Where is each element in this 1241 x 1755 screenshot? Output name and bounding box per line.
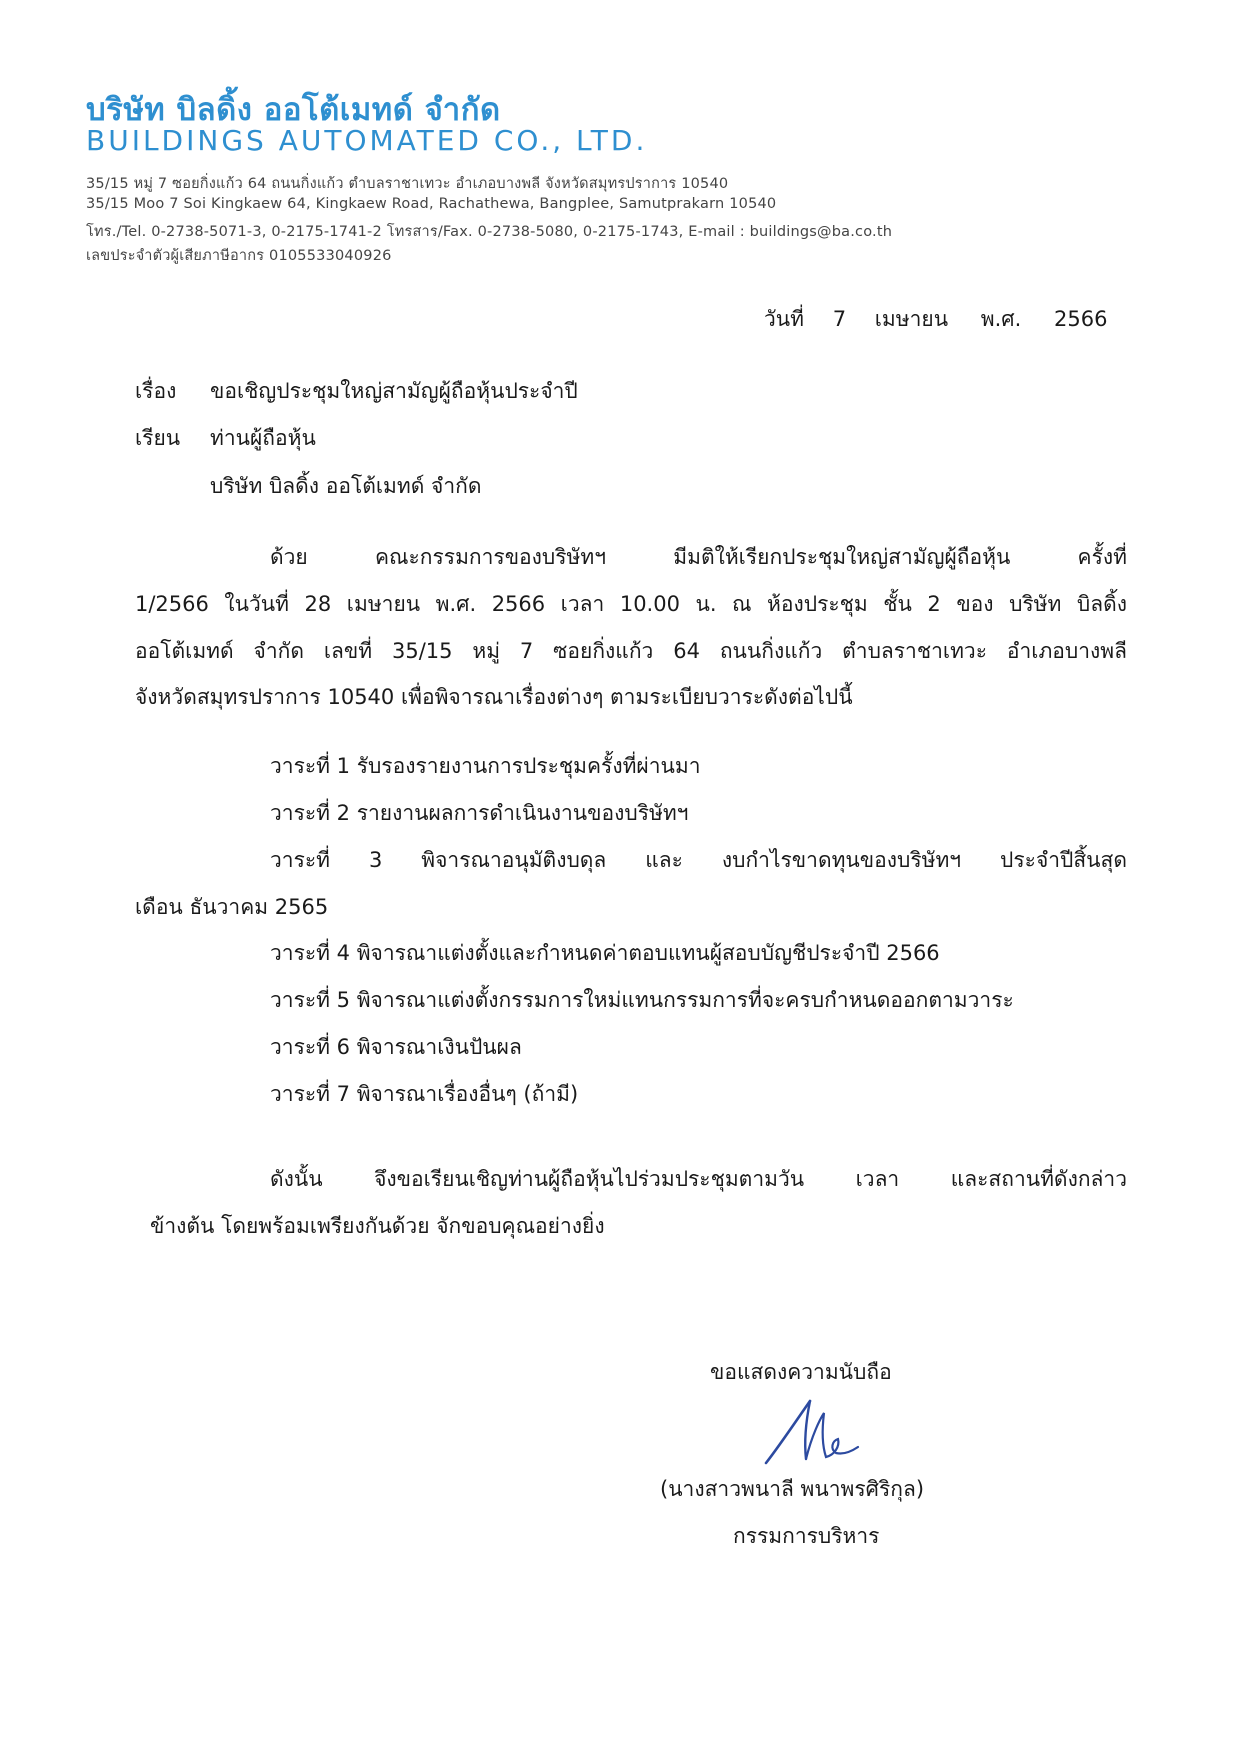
closing-line-1: ดังนั้น จึงขอเรียนเชิญท่านผู้ถือหุ้นไปร่วมประชุมตามวัน เวลา และสถานที่ดังกล่าว [270, 1167, 1127, 1191]
regards-text: ขอแสดงความนับถือ [710, 1360, 892, 1384]
to-recipient: ท่านผู้ถือหุ้น [210, 426, 316, 450]
date-era: พ.ศ. [980, 307, 1022, 331]
body-line-4: จังหวัดสมุทรปราการ 10540 เพื่อพิจารณาเรื่องต่างๆ ตามระเบียบวาระดังต่อไปนี้ [135, 685, 853, 709]
body-line-1: ด้วย คณะกรรมการของบริษัทฯ มีมติให้เรียกประชุมใหญ่สามัญผู้ถือหุ้น ครั้งที่ [270, 545, 1127, 569]
agenda-item-3: วาระที่ 3 พิจารณาอนุมัติงบดุล และ งบกำไรขาดทุนของบริษัทฯ ประจำปีสิ้นสุด [270, 848, 1127, 872]
company-address-thai: 35/15 หมู่ 7 ซอยกิ่งแก้ว 64 ถนนกิ่งแก้ว ตำบลราชาเทวะ อำเภอบางพลี จังหวัดสมุทรปราการ 10540 [86, 176, 729, 192]
subject-label: เรื่อง [135, 379, 177, 403]
agenda-item-7: วาระที่ 7 พิจารณาเรื่องอื่นๆ (ถ้ามี) [270, 1082, 579, 1106]
company-name-english: BUILDINGS AUTOMATED CO., LTD. [86, 124, 648, 157]
to-company: บริษัท บิลดิ้ง ออโต้เมทด์ จำกัด [210, 474, 482, 498]
date-month: เมษายน [874, 307, 949, 331]
company-contact: โทร./Tel. 0-2738-5071-3, 0-2175-1741-2 โทรสาร/Fax. 0-2738-5080, 0-2175-1743, E-mail : buildings@ba.co.th [86, 224, 893, 240]
body-line-3: ออโต้เมทด์ จำกัด เลขที่ 35/15 หมู่ 7 ซอยกิ่งแก้ว 64 ถนนกิ่งแก้ว ตำบลราชาเทวะ อำเภอบางพลี [135, 639, 1127, 663]
closing-line-2: ข้างต้น โดยพร้อมเพรียงกันด้วย จักขอบคุณอย่างยิ่ง [150, 1214, 605, 1238]
agenda-item-2: วาระที่ 2 รายงานผลการดำเนินงานของบริษัทฯ [270, 801, 689, 825]
to-label: เรียน [135, 426, 181, 450]
signer-position: กรรมการบริหาร [733, 1524, 880, 1548]
body-line-2: 1/2566 ในวันที่ 28 เมษายน พ.ศ. 2566 เวลา 10.00 น. ณ ห้องประชุม ชั้น 2 ของ บริษัท บิลดิ้ง [135, 592, 1127, 616]
date-day: 7 [832, 307, 847, 331]
agenda-item-5: วาระที่ 5 พิจารณาแต่งตั้งกรรมการใหม่แทนกรรมการที่จะครบกำหนดออกตามวาระ [270, 988, 1014, 1012]
agenda-item-6: วาระที่ 6 พิจารณาเงินปันผล [270, 1035, 522, 1059]
date-day-label: วันที่ [764, 307, 804, 331]
company-tax-id: เลขประจำตัวผู้เสียภาษีอากร 0105533040926 [86, 248, 392, 264]
signer-name: (นางสาวพนาลี พนาพรศิริกุล) [660, 1477, 925, 1501]
subject-text: ขอเชิญประชุมใหญ่สามัญผู้ถือหุ้นประจำปี [210, 379, 578, 403]
signature-image [760, 1395, 870, 1467]
company-name-thai: บริษัท บิลดิ้ง ออโต้เมทด์ จำกัด [86, 92, 501, 128]
letter-date [764, 303, 1107, 336]
company-address-english: 35/15 Moo 7 Soi Kingkaew 64, Kingkaew Road, Rachathewa, Bangplee, Samutprakarn 10540 [86, 196, 777, 212]
agenda-item-4: วาระที่ 4 พิจารณาแต่งตั้งและกำหนดค่าตอบแทนผู้สอบบัญชีประจำปี 2566 [270, 941, 940, 965]
agenda-item-1: วาระที่ 1 รับรองรายงานการประชุมครั้งที่ผ่านมา [270, 754, 701, 778]
date-year: 2566 [1053, 307, 1108, 331]
agenda-item-3-continued: เดือน ธันวาคม 2565 [135, 895, 329, 919]
